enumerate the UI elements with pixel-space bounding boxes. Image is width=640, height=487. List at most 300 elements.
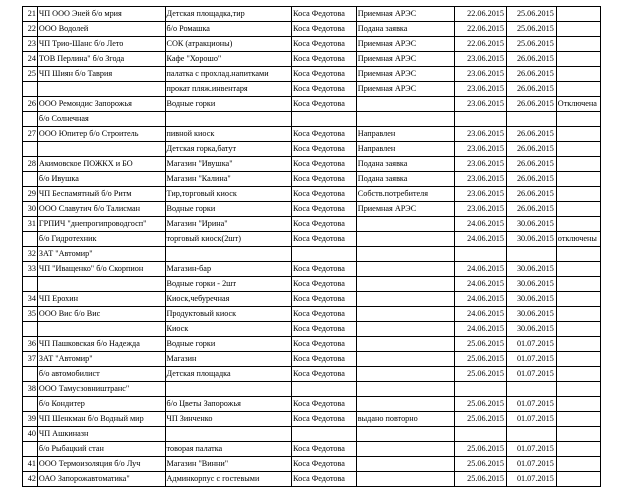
note-cell[interactable] [556, 352, 600, 367]
responsible-cell[interactable]: Коса Федотова [292, 217, 357, 232]
organization-cell[interactable] [37, 142, 165, 157]
object-cell[interactable]: б/о Ромашка [165, 22, 292, 37]
note-cell[interactable] [556, 112, 600, 127]
empty-cell [600, 262, 639, 277]
date-end-cell[interactable]: 01.07.2015 [506, 412, 556, 427]
organization-cell[interactable]: ЧП Ашкиназн [37, 427, 165, 442]
row-number-cell[interactable]: 36 [23, 337, 38, 352]
empty-cell [600, 352, 639, 367]
note-cell[interactable] [556, 337, 600, 352]
date-start-cell[interactable]: 25.06.2015 [455, 472, 507, 487]
object-cell[interactable]: Админкорпус с гостевыми [165, 472, 292, 487]
table-row [23, 382, 640, 397]
status-cell[interactable] [356, 442, 454, 457]
table-row [23, 37, 640, 52]
responsible-cell[interactable] [292, 247, 357, 262]
organization-cell[interactable] [37, 322, 165, 337]
status-cell[interactable] [356, 367, 454, 382]
table-row [23, 112, 640, 127]
table-row [23, 262, 640, 277]
empty-cell [600, 367, 639, 382]
row-number-cell[interactable]: 29 [23, 187, 38, 202]
empty-cell [600, 97, 639, 112]
note-cell[interactable] [556, 142, 600, 157]
row-number-cell[interactable]: 41 [23, 457, 38, 472]
empty-cell [600, 7, 639, 22]
date-start-cell[interactable]: 23.06.2015 [455, 157, 507, 172]
date-start-cell[interactable]: 22.06.2015 [455, 7, 507, 22]
table-row [23, 412, 640, 427]
status-cell[interactable] [356, 217, 454, 232]
organization-cell[interactable]: Акимовское ПОЖКХ и БО [37, 157, 165, 172]
date-start-cell[interactable]: 25.06.2015 [455, 442, 507, 457]
organization-cell[interactable]: ООО Ремондис Запорожья [37, 97, 165, 112]
table-row [23, 442, 640, 457]
status-cell[interactable]: Подана заявка [356, 22, 454, 37]
date-end-cell[interactable]: 30.06.2015 [506, 217, 556, 232]
date-start-cell[interactable] [455, 247, 507, 262]
date-end-cell[interactable] [506, 112, 556, 127]
note-cell[interactable]: отключены [556, 232, 600, 247]
date-end-cell[interactable]: 30.06.2015 [506, 277, 556, 292]
responsible-cell[interactable]: Коса Федотова [292, 442, 357, 457]
responsible-cell[interactable]: Коса Федотова [292, 22, 357, 37]
status-cell[interactable] [356, 352, 454, 367]
status-cell[interactable]: Приемная АРЭС [356, 7, 454, 22]
row-number-cell[interactable]: 39 [23, 412, 38, 427]
date-end-cell[interactable]: 26.06.2015 [506, 187, 556, 202]
row-number-cell[interactable] [23, 397, 38, 412]
row-number-cell[interactable] [23, 322, 38, 337]
responsible-cell[interactable]: Коса Федотова [292, 412, 357, 427]
row-number-cell[interactable]: 26 [23, 97, 38, 112]
object-cell[interactable]: Детская площадка [165, 367, 292, 382]
date-start-cell[interactable]: 23.06.2015 [455, 172, 507, 187]
date-start-cell[interactable]: 24.06.2015 [455, 232, 507, 247]
row-number-cell[interactable]: 28 [23, 157, 38, 172]
row-number-cell[interactable] [23, 172, 38, 187]
date-start-cell[interactable]: 23.06.2015 [455, 202, 507, 217]
responsible-cell[interactable]: Коса Федотова [292, 67, 357, 82]
status-cell[interactable]: Приемная АРЭС [356, 202, 454, 217]
empty-cell [600, 337, 639, 352]
row-number-cell[interactable]: 38 [23, 382, 38, 397]
date-start-cell[interactable]: 25.06.2015 [455, 412, 507, 427]
responsible-cell[interactable] [292, 382, 357, 397]
organization-cell[interactable]: ЧП Пашковская б/о Надежда [37, 337, 165, 352]
date-end-cell[interactable]: 30.06.2015 [506, 262, 556, 277]
note-cell[interactable] [556, 427, 600, 442]
empty-cell [600, 127, 639, 142]
empty-cell [600, 412, 639, 427]
status-cell[interactable]: Приемная АРЭС [356, 82, 454, 97]
object-cell[interactable]: Водные горки - 2шт [165, 277, 292, 292]
row-number-cell[interactable] [23, 442, 38, 457]
date-start-cell[interactable]: 22.06.2015 [455, 22, 507, 37]
table-row [23, 22, 640, 37]
status-cell[interactable] [356, 337, 454, 352]
empty-cell [600, 82, 639, 97]
row-number-cell[interactable]: 21 [23, 7, 38, 22]
date-end-cell[interactable] [506, 382, 556, 397]
organization-cell[interactable]: ГРПИЧ "днепрогипроводгосп" [37, 217, 165, 232]
object-cell[interactable]: Магазин [165, 352, 292, 367]
empty-cell [600, 382, 639, 397]
note-cell[interactable] [556, 292, 600, 307]
date-end-cell[interactable]: 26.06.2015 [506, 157, 556, 172]
note-cell[interactable] [556, 442, 600, 457]
organization-cell[interactable]: ЧП Трио-Шанс б/о Лето [37, 37, 165, 52]
status-cell[interactable] [356, 292, 454, 307]
empty-cell [600, 187, 639, 202]
organization-cell[interactable]: ЧП ООО Эней б/о мрия [37, 7, 165, 22]
object-cell[interactable]: палатка с прохлад.напитками [165, 67, 292, 82]
object-cell[interactable] [165, 382, 292, 397]
organization-cell[interactable] [37, 277, 165, 292]
object-cell[interactable]: Тир,торговый киоск [165, 187, 292, 202]
status-cell[interactable]: Приемная АРЭС [356, 67, 454, 82]
note-cell[interactable] [556, 367, 600, 382]
date-start-cell[interactable]: 24.06.2015 [455, 322, 507, 337]
object-cell[interactable]: Магазин "Ивушка" [165, 157, 292, 172]
status-cell[interactable]: Собств.потребителя [356, 187, 454, 202]
row-number-cell[interactable] [23, 112, 38, 127]
note-cell[interactable] [556, 7, 600, 22]
organization-cell[interactable]: ЧП Шенкман б/о Водный мир [37, 412, 165, 427]
date-start-cell[interactable]: 24.06.2015 [455, 217, 507, 232]
status-cell[interactable] [356, 262, 454, 277]
object-cell[interactable]: Магазин "Калина" [165, 172, 292, 187]
row-number-cell[interactable] [23, 367, 38, 382]
row-number-cell[interactable] [23, 277, 38, 292]
row-number-cell[interactable] [23, 232, 38, 247]
table-row [23, 457, 640, 472]
status-cell[interactable] [356, 277, 454, 292]
responsible-cell[interactable]: Коса Федотова [292, 202, 357, 217]
responsible-cell[interactable]: Коса Федотова [292, 7, 357, 22]
date-end-cell[interactable]: 26.06.2015 [506, 142, 556, 157]
date-start-cell[interactable]: 23.06.2015 [455, 187, 507, 202]
date-end-cell[interactable]: 26.06.2015 [506, 82, 556, 97]
date-end-cell[interactable] [506, 247, 556, 262]
object-cell[interactable]: Водные горки [165, 337, 292, 352]
date-start-cell[interactable]: 23.06.2015 [455, 82, 507, 97]
status-cell[interactable]: Направлен [356, 127, 454, 142]
empty-cell [600, 322, 639, 337]
date-start-cell[interactable]: 25.06.2015 [455, 337, 507, 352]
organization-cell[interactable]: ЧП Ерохин [37, 292, 165, 307]
note-cell[interactable] [556, 82, 600, 97]
date-start-cell[interactable]: 25.06.2015 [455, 352, 507, 367]
organization-cell[interactable]: ЗАТ "Автомир" [37, 247, 165, 262]
table-row [23, 172, 640, 187]
object-cell[interactable]: пивной киоск [165, 127, 292, 142]
date-end-cell[interactable]: 26.06.2015 [506, 172, 556, 187]
object-cell[interactable] [165, 112, 292, 127]
date-start-cell[interactable]: 24.06.2015 [455, 307, 507, 322]
note-cell[interactable] [556, 37, 600, 52]
empty-cell [600, 442, 639, 457]
date-end-cell[interactable]: 30.06.2015 [506, 322, 556, 337]
responsible-cell[interactable]: Коса Федотова [292, 37, 357, 52]
responsible-cell[interactable]: Коса Федотова [292, 322, 357, 337]
organization-cell[interactable]: ООО Вис б/о Вис [37, 307, 165, 322]
date-end-cell[interactable]: 26.06.2015 [506, 127, 556, 142]
table-row [23, 352, 640, 367]
date-end-cell[interactable]: 25.06.2015 [506, 7, 556, 22]
row-number-cell[interactable]: 24 [23, 52, 38, 67]
status-cell[interactable] [356, 247, 454, 262]
responsible-cell[interactable]: Коса Федотова [292, 292, 357, 307]
status-cell[interactable] [356, 472, 454, 487]
status-cell[interactable] [356, 322, 454, 337]
note-cell[interactable] [556, 472, 600, 487]
empty-cell [600, 202, 639, 217]
date-start-cell[interactable]: 22.06.2015 [455, 37, 507, 52]
status-cell[interactable]: Подана заявка [356, 157, 454, 172]
empty-cell [600, 457, 639, 472]
table-row [23, 127, 640, 142]
responsible-cell[interactable]: Коса Федотова [292, 277, 357, 292]
date-end-cell[interactable]: 01.07.2015 [506, 337, 556, 352]
responsible-cell[interactable]: Коса Федотова [292, 142, 357, 157]
date-end-cell[interactable]: 25.06.2015 [506, 22, 556, 37]
object-cell[interactable]: СОК (атракционы) [165, 37, 292, 52]
note-cell[interactable] [556, 262, 600, 277]
table-row [23, 427, 640, 442]
note-cell[interactable] [556, 22, 600, 37]
organization-cell[interactable]: ЧП Беспамятный б/о Ритм [37, 187, 165, 202]
status-cell[interactable] [356, 382, 454, 397]
note-cell[interactable] [556, 412, 600, 427]
object-cell[interactable]: Магазин "Ирина" [165, 217, 292, 232]
date-end-cell[interactable]: 30.06.2015 [506, 307, 556, 322]
organization-cell[interactable]: ООО Термоизоляция б/о Луч [37, 457, 165, 472]
status-cell[interactable] [356, 397, 454, 412]
row-number-cell[interactable]: 34 [23, 292, 38, 307]
organization-cell[interactable]: б/о Ивушка [37, 172, 165, 187]
responsible-cell[interactable]: Коса Федотова [292, 397, 357, 412]
object-cell[interactable]: Магазин-бар [165, 262, 292, 277]
row-number-cell[interactable]: 40 [23, 427, 38, 442]
status-cell[interactable] [356, 97, 454, 112]
status-cell[interactable] [356, 112, 454, 127]
status-cell[interactable]: выдано повторно [356, 412, 454, 427]
empty-cell [600, 277, 639, 292]
date-end-cell[interactable]: 26.06.2015 [506, 202, 556, 217]
status-cell[interactable] [356, 232, 454, 247]
empty-cell [600, 157, 639, 172]
empty-cell [600, 52, 639, 67]
date-start-cell[interactable]: 23.06.2015 [455, 97, 507, 112]
date-start-cell[interactable]: 23.06.2015 [455, 142, 507, 157]
date-end-cell[interactable] [506, 427, 556, 442]
status-cell[interactable] [356, 427, 454, 442]
note-cell[interactable] [556, 382, 600, 397]
row-number-cell[interactable]: 30 [23, 202, 38, 217]
note-cell[interactable] [556, 127, 600, 142]
object-cell[interactable]: Киоск [165, 322, 292, 337]
responsible-cell[interactable]: Коса Федотова [292, 127, 357, 142]
row-number-cell[interactable]: 23 [23, 37, 38, 52]
row-number-cell[interactable]: 22 [23, 22, 38, 37]
date-end-cell[interactable]: 01.07.2015 [506, 472, 556, 487]
row-number-cell[interactable]: 32 [23, 247, 38, 262]
table-row [23, 187, 640, 202]
row-number-cell[interactable]: 27 [23, 127, 38, 142]
table-row [23, 472, 640, 487]
table-row [23, 277, 640, 292]
date-start-cell[interactable]: 23.06.2015 [455, 127, 507, 142]
object-cell[interactable]: прокат пляж.инвентаря [165, 82, 292, 97]
date-end-cell[interactable]: 01.07.2015 [506, 457, 556, 472]
note-cell[interactable] [556, 277, 600, 292]
note-cell[interactable] [556, 247, 600, 262]
object-cell[interactable]: Продуктовый киоск [165, 307, 292, 322]
empty-cell [600, 22, 639, 37]
row-number-cell[interactable]: 31 [23, 217, 38, 232]
table-row [23, 202, 640, 217]
object-cell[interactable]: Детская площадка,тир [165, 7, 292, 22]
note-cell[interactable] [556, 202, 600, 217]
note-cell[interactable] [556, 217, 600, 232]
object-cell[interactable]: товорая палатка [165, 442, 292, 457]
responsible-cell[interactable]: Коса Федотова [292, 157, 357, 172]
empty-cell [600, 307, 639, 322]
date-end-cell[interactable]: 01.07.2015 [506, 367, 556, 382]
object-cell[interactable]: Детская горка,батут [165, 142, 292, 157]
responsible-cell[interactable]: Коса Федотова [292, 82, 357, 97]
date-start-cell[interactable]: 23.06.2015 [455, 67, 507, 82]
organization-cell[interactable]: ООО Водолей [37, 22, 165, 37]
date-end-cell[interactable]: 26.06.2015 [506, 52, 556, 67]
date-start-cell[interactable] [455, 382, 507, 397]
organization-cell[interactable]: б/о Кондитер [37, 397, 165, 412]
responsible-cell[interactable]: Коса Федотова [292, 457, 357, 472]
row-number-cell[interactable] [23, 82, 38, 97]
date-start-cell[interactable] [455, 427, 507, 442]
note-cell[interactable] [556, 187, 600, 202]
status-cell[interactable] [356, 457, 454, 472]
status-cell[interactable]: Приемная АРЭС [356, 52, 454, 67]
note-cell[interactable] [556, 67, 600, 82]
object-cell[interactable]: б/о Цветы Запорожья [165, 397, 292, 412]
object-cell[interactable]: Водные горки [165, 202, 292, 217]
note-cell[interactable] [556, 52, 600, 67]
organization-cell[interactable]: ООО Юпитер б/о Строитель [37, 127, 165, 142]
organization-cell[interactable]: б/о автомобилист [37, 367, 165, 382]
date-end-cell[interactable]: 01.07.2015 [506, 442, 556, 457]
organization-cell[interactable]: б/о Солнечная [37, 112, 165, 127]
organization-cell[interactable] [37, 82, 165, 97]
responsible-cell[interactable]: Коса Федотова [292, 307, 357, 322]
object-cell[interactable]: торговый киоск(2шт) [165, 232, 292, 247]
date-start-cell[interactable]: 25.06.2015 [455, 457, 507, 472]
organization-cell[interactable]: ООО Славутич б/о Талисман [37, 202, 165, 217]
date-start-cell[interactable]: 24.06.2015 [455, 277, 507, 292]
object-cell[interactable]: Магазин "Винни" [165, 457, 292, 472]
organization-cell[interactable]: ЧП "Иващенко" б/о Скорпион [37, 262, 165, 277]
note-cell[interactable] [556, 397, 600, 412]
date-start-cell[interactable] [455, 112, 507, 127]
note-cell[interactable] [556, 172, 600, 187]
row-number-cell[interactable]: 25 [23, 67, 38, 82]
responsible-cell[interactable]: Коса Федотова [292, 52, 357, 67]
table-row [23, 52, 640, 67]
table-body [23, 7, 640, 487]
organization-cell[interactable]: ТОВ Перлина" б/о Згода [37, 52, 165, 67]
organization-cell[interactable]: ЗАТ "Автомир" [37, 352, 165, 367]
row-number-cell[interactable]: 33 [23, 262, 38, 277]
responsible-cell[interactable]: Коса Федотова [292, 367, 357, 382]
empty-cell [600, 142, 639, 157]
row-number-cell[interactable]: 35 [23, 307, 38, 322]
table-row [23, 157, 640, 172]
status-cell[interactable] [356, 307, 454, 322]
organization-cell[interactable]: ЧП Шиян б/о Таврия [37, 67, 165, 82]
status-cell[interactable]: Направлен [356, 142, 454, 157]
responsible-cell[interactable]: Коса Федотова [292, 337, 357, 352]
date-start-cell[interactable]: 25.06.2015 [455, 367, 507, 382]
note-cell[interactable]: Отключена [556, 97, 600, 112]
row-number-cell[interactable]: 37 [23, 352, 38, 367]
object-cell[interactable]: Киоск,чебуречная [165, 292, 292, 307]
responsible-cell[interactable]: Коса Федотова [292, 352, 357, 367]
note-cell[interactable] [556, 157, 600, 172]
note-cell[interactable] [556, 307, 600, 322]
date-end-cell[interactable]: 30.06.2015 [506, 292, 556, 307]
row-number-cell[interactable]: 42 [23, 472, 38, 487]
table-row [23, 232, 640, 247]
date-end-cell[interactable]: 01.07.2015 [506, 352, 556, 367]
organization-cell[interactable]: б/о Рыбацкий стан [37, 442, 165, 457]
responsible-cell[interactable] [292, 112, 357, 127]
table-row [23, 97, 640, 112]
organization-cell[interactable]: ООО Тамусзовништранс" [37, 382, 165, 397]
responsible-cell[interactable]: Коса Федотова [292, 472, 357, 487]
organization-cell[interactable]: б/о Гидротехник [37, 232, 165, 247]
responsible-cell[interactable]: Коса Федотова [292, 232, 357, 247]
responsible-cell[interactable]: Коса Федотова [292, 172, 357, 187]
responsible-cell[interactable] [292, 427, 357, 442]
object-cell[interactable]: Кафе "Хорошо" [165, 52, 292, 67]
row-number-cell[interactable] [23, 142, 38, 157]
date-end-cell[interactable]: 01.07.2015 [506, 397, 556, 412]
object-cell[interactable] [165, 247, 292, 262]
date-end-cell[interactable]: 30.06.2015 [506, 232, 556, 247]
note-cell[interactable] [556, 322, 600, 337]
organization-cell[interactable]: ОАО Запорожавтоматика" [37, 472, 165, 487]
responsible-cell[interactable]: Коса Федотова [292, 187, 357, 202]
table-row [23, 247, 640, 262]
object-cell[interactable]: Водные горки [165, 97, 292, 112]
table-row [23, 67, 640, 82]
date-start-cell[interactable]: 23.06.2015 [455, 52, 507, 67]
object-cell[interactable] [165, 427, 292, 442]
date-start-cell[interactable]: 24.06.2015 [455, 292, 507, 307]
responsible-cell[interactable]: Коса Федотова [292, 262, 357, 277]
status-cell[interactable]: Подана заявка [356, 172, 454, 187]
object-cell[interactable]: ЧП Зинченко [165, 412, 292, 427]
date-start-cell[interactable]: 24.06.2015 [455, 262, 507, 277]
date-end-cell[interactable]: 25.06.2015 [506, 37, 556, 52]
status-cell[interactable]: Приемная АРЭС [356, 37, 454, 52]
date-start-cell[interactable]: 25.06.2015 [455, 397, 507, 412]
date-end-cell[interactable]: 26.06.2015 [506, 67, 556, 82]
note-cell[interactable] [556, 457, 600, 472]
date-end-cell[interactable]: 26.06.2015 [506, 97, 556, 112]
responsible-cell[interactable]: Коса Федотова [292, 97, 357, 112]
